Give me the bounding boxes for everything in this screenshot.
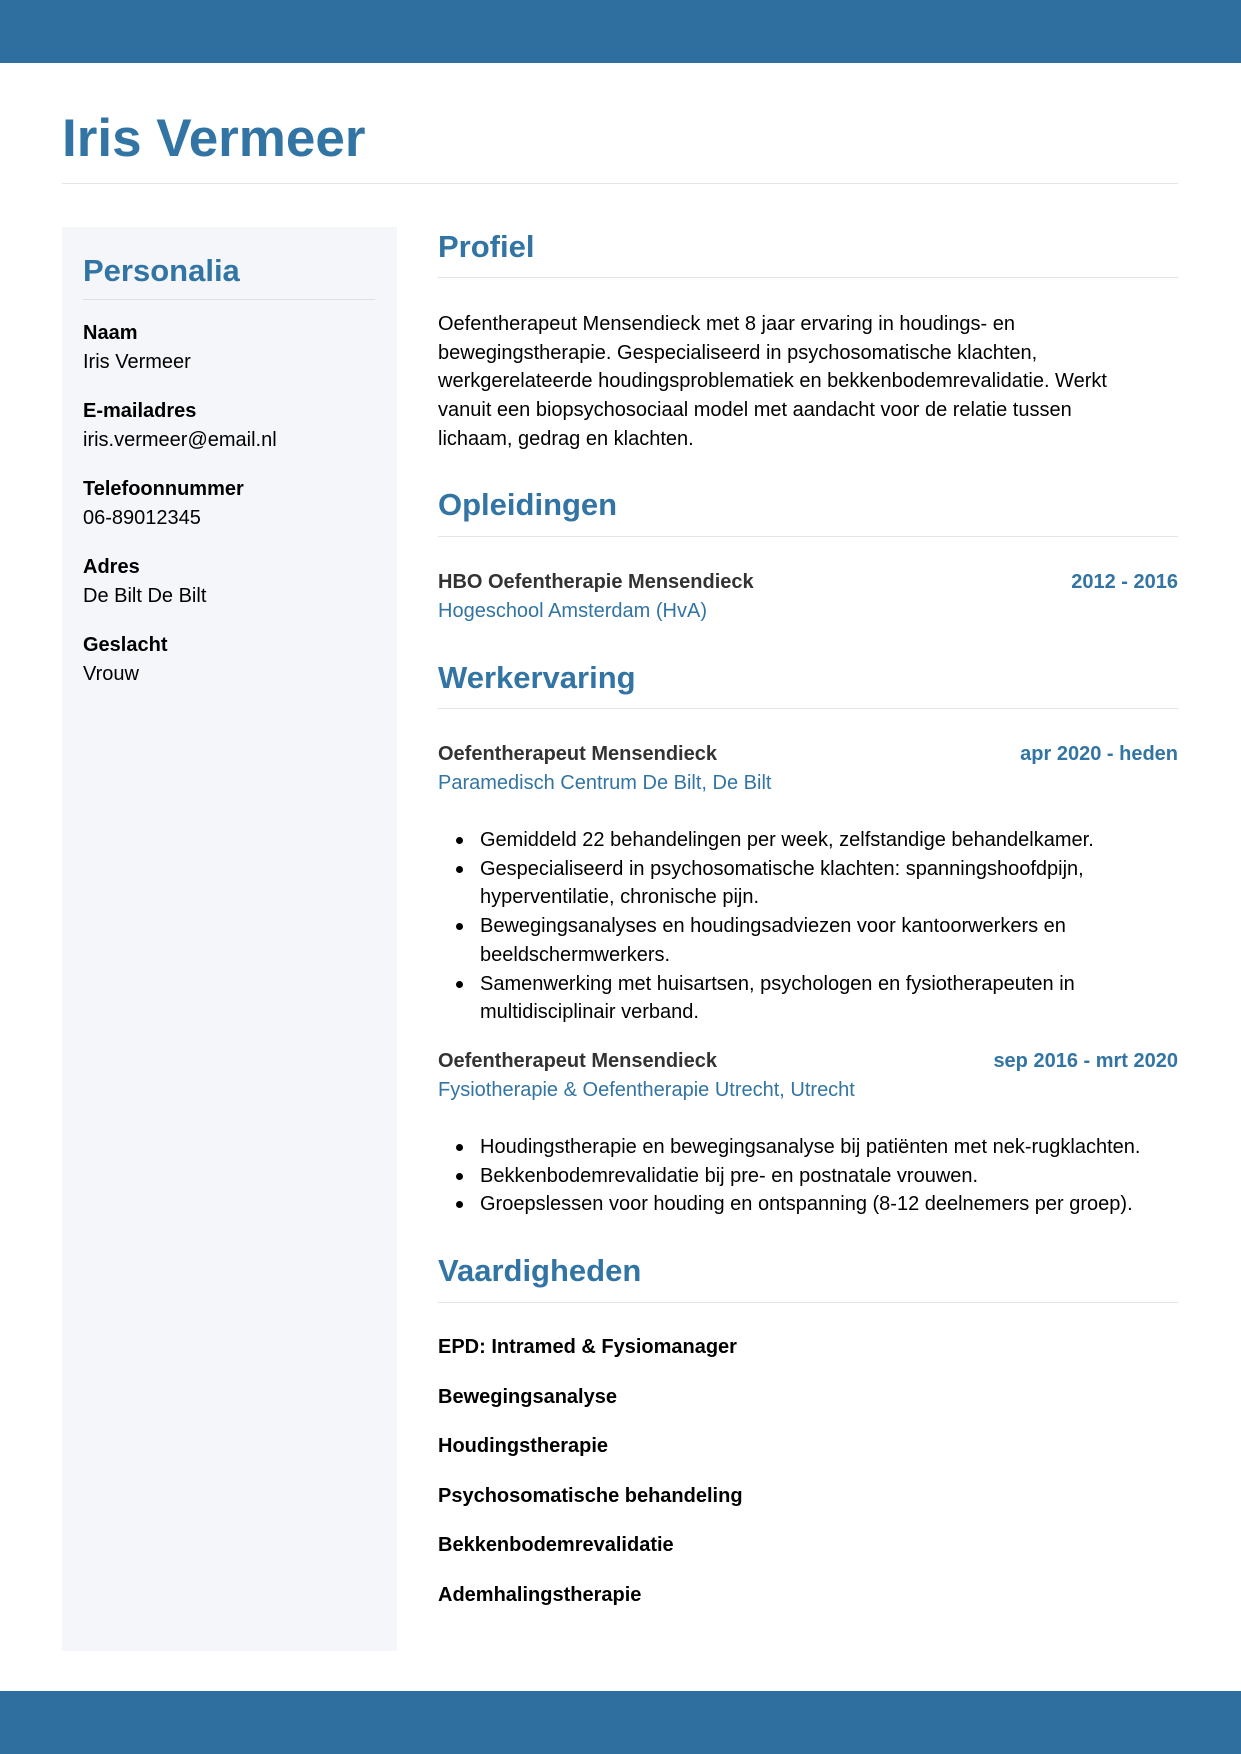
job-bullets [438, 1133, 1178, 1219]
profiel-divider [438, 277, 1178, 278]
vaardigheden-divider [438, 1302, 1178, 1303]
job-title: Oefentherapeut Mensendieck [438, 1050, 717, 1072]
job-bullet: Gespecialiseerd in psychosomatische klachten: spanningshoofdpijn, hyperventilatie, chronische pijn. [438, 855, 1178, 912]
title-divider [62, 183, 1178, 184]
job-bullet: Gemiddeld 22 behandelingen per week, zelfstandige behandelkamer. [438, 826, 1178, 855]
job-bullets [438, 826, 1178, 1027]
personalia-heading: Personalia [83, 253, 240, 288]
skill-item: Bekkenbodemrevalidatie [438, 1534, 674, 1556]
job-bullet: Samenwerking met huisartsen, psychologen en fysiotherapeuten in multidisciplinair verband. [438, 970, 1178, 1027]
field-label: Telefoonnummer [83, 478, 244, 500]
job-bullet: Bewegingsanalyses en houdingsadviezen voor kantoorwerkers en beeldschermwerkers. [438, 912, 1178, 969]
profiel-line: werkgerelateerde houdingsproblematiek en bekkenbodemrevalidatie. Werkt [438, 370, 1107, 393]
field-label: Adres [83, 556, 140, 578]
job-employer: Fysiotherapie & Oefentherapie Utrecht, Utrecht [438, 1079, 855, 1101]
education-entry-header [438, 568, 1178, 597]
field-value: De Bilt De Bilt [83, 585, 207, 607]
field-naam [83, 319, 191, 377]
field-label: E-mailadres [83, 400, 197, 422]
job-employer: Paramedisch Centrum De Bilt, De Bilt [438, 772, 772, 794]
skill-item: Bewegingsanalyse [438, 1386, 617, 1408]
field-label: Naam [83, 322, 138, 344]
profiel-line: Oefentherapeut Mensendieck met 8 jaar ervaring in houdings- en [438, 313, 1016, 335]
field-geslacht [83, 631, 167, 689]
footer-band [0, 1691, 1241, 1754]
field-adres [83, 553, 206, 611]
job-date: sep 2016 - mrt 2020 [993, 1050, 1178, 1072]
werkervaring-divider [438, 708, 1178, 709]
personalia-divider [83, 299, 375, 300]
skill-item: EPD: Intramed & Fysiomanager [438, 1336, 737, 1358]
field-value: iris.vermeer@email.nl [83, 429, 277, 451]
profiel-heading: Profiel [438, 229, 535, 264]
education-date: 2012 - 2016 [1071, 571, 1178, 593]
field-value: 06-89012345 [83, 507, 201, 529]
skill-item: Houdingstherapie [438, 1435, 609, 1457]
job-bullet: Bekkenbodemrevalidatie bij pre- en postnatale vrouwen. [438, 1162, 1178, 1191]
field-value: Iris Vermeer [83, 351, 191, 373]
werkervaring-heading: Werkervaring [438, 660, 636, 695]
job-entry-header [438, 740, 1178, 769]
field-value: Vrouw [83, 663, 139, 685]
profiel-line: bewegingstherapie. Gespecialiseerd in psychosomatische klachten, [438, 341, 1038, 364]
job-entry-header [438, 1047, 1178, 1076]
resume-name: Iris Vermeer [62, 109, 366, 168]
job-bullet: Groepslessen voor houding en ontspanning (8-12 deelnemers per groep). [438, 1190, 1178, 1219]
skill-item: Ademhalingstherapie [438, 1584, 642, 1606]
skill-item: Psychosomatische behandeling [438, 1485, 743, 1507]
vaardigheden-heading: Vaardigheden [438, 1253, 642, 1288]
opleidingen-divider [438, 536, 1178, 537]
field-telefoon [83, 475, 244, 533]
profiel-text [438, 310, 1178, 454]
header-band [0, 0, 1241, 63]
field-label: Geslacht [83, 634, 168, 656]
job-bullet: Houdingstherapie en bewegingsanalyse bij patiënten met nek-rugklachten. [438, 1133, 1178, 1162]
personalia-sidebar [62, 227, 397, 1651]
job-title: Oefentherapeut Mensendieck [438, 743, 717, 765]
education-title: HBO Oefentherapie Mensendieck [438, 571, 754, 593]
opleidingen-heading: Opleidingen [438, 487, 618, 522]
profiel-line: lichaam, gedrag en klachten. [438, 427, 694, 450]
profiel-line: vanuit een biopsychosociaal model met aandacht voor de relatie tussen [438, 399, 1072, 422]
field-email [83, 397, 277, 455]
education-institution: Hogeschool Amsterdam (HvA) [438, 600, 707, 622]
job-date: apr 2020 - heden [1020, 743, 1178, 765]
